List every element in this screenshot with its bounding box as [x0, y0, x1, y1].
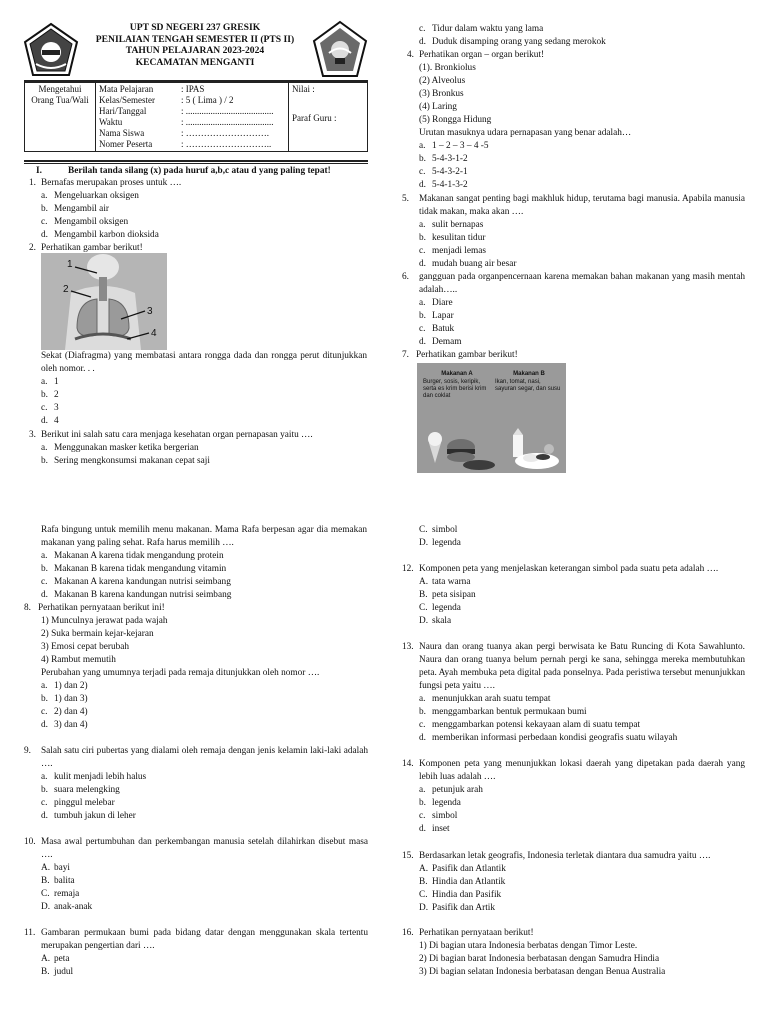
option-d[interactable]: d. 3) dan 4) [41, 720, 88, 730]
question-number: 8. [24, 603, 31, 613]
option-d[interactable]: d. memberikan informasi perbedaan kondisi geografis suatu wilayah [419, 733, 678, 743]
respiratory-system-diagram [41, 253, 167, 350]
option-d[interactable]: d. tumbuh jakun di leher [41, 811, 136, 821]
option-c[interactable]: c. menjadi lemas [419, 246, 486, 256]
question-text: Perhatikan pernyataan berikut! [419, 928, 534, 938]
question-13 [402, 641, 745, 745]
diagram-label-4: 4 [151, 328, 157, 339]
question-text: Berikut ini salah satu cara menjaga kesehatan organ pernapasan yaitu …. [41, 430, 313, 440]
option-a[interactable]: A. tata warna [419, 577, 471, 587]
question-11-continued [419, 524, 744, 550]
tut-wuri-logo [311, 20, 369, 78]
question-7-continued [41, 524, 367, 602]
question-text: Rafa bingung untuk memilih menu makanan. Mama Rafa berpesan agar dia memakan makanan yang paling sehat. Rafa harus memilih …. [41, 525, 367, 548]
question-number: 6. [402, 272, 409, 282]
option-b[interactable]: b. 1) dan 3) [41, 694, 88, 704]
statement-item: 2) Di bagian barat Indonesia berbatasan dengan Samudra Hindia [419, 954, 660, 964]
question-6 [402, 271, 745, 349]
question-text: Komponen peta yang menjelaskan keterangan simbol pada suatu peta adalah …. [419, 564, 719, 574]
grade-cell [289, 83, 368, 152]
question-3 [29, 429, 368, 468]
food-b-panel [495, 371, 563, 409]
question-number: 9. [24, 746, 31, 756]
question-number: 10. [24, 837, 36, 847]
question-4 [407, 49, 745, 192]
option-c[interactable]: c. 5-4-3-2-1 [419, 167, 468, 177]
section-instruction: Berilah tanda silang (x) pada huruf a,b,c atau d yang paling tepat! [68, 166, 331, 176]
option-a[interactable]: a. 1) dan 2) [41, 681, 88, 691]
time-label: Waktu [99, 117, 123, 127]
statement-item: 1) Di bagian utara Indonesia berbatas dengan Timor Leste. [419, 941, 638, 951]
option-d[interactable]: d. 4 [41, 416, 59, 426]
diagram-label-2: 2 [63, 284, 69, 295]
student-name-field[interactable]: : ………………………. [181, 128, 270, 138]
option-c[interactable]: c. Tidur dalam waktu yang lama [419, 24, 544, 34]
question-text: gangguan pada organpencernaan karena memakan bahan makanan yang masih mentah adalah….. [419, 272, 745, 295]
statement-item: 3) Emosi cepat berubah [41, 642, 130, 652]
option-b[interactable]: b. 5-4-3-1-2 [419, 154, 468, 164]
question-number: 5. [402, 194, 409, 204]
student-info-table [24, 82, 368, 152]
option-d[interactable]: D. anak-anak [41, 902, 93, 912]
question-text: Masa awal pertumbuhan dan perkembangan manusia setelah dilahirkan disebut masa …. [41, 837, 368, 860]
option-b[interactable]: b. Lapar [419, 311, 454, 321]
academic-year: TAHUN PELAJARAN 2023-2024 [125, 45, 265, 56]
district-name: KECAMATAN MENGANTI [135, 56, 255, 68]
date-field[interactable]: : ....................................... [181, 106, 274, 116]
option-b[interactable]: B. judul [41, 967, 74, 977]
organ-item: (4) Laring [419, 102, 457, 112]
option-c[interactable]: c. 2) dan 4) [41, 707, 88, 717]
question-2-body [41, 350, 367, 428]
question-number: 7. [402, 350, 409, 360]
info-values-cell [178, 83, 289, 152]
option-c[interactable]: c. simbol [419, 811, 458, 821]
section-rule-top [24, 160, 368, 162]
subject-label: Mata Pelajaran [99, 84, 154, 94]
option-a[interactable]: A. bayi [41, 863, 71, 873]
section-rule-bottom [24, 163, 368, 164]
diagram-label-1: 1 [67, 259, 73, 270]
option-c[interactable]: c. pinggul melebar [41, 798, 115, 808]
question-text: Perhatikan organ – organ berikut! [419, 50, 545, 60]
class-label: Kelas/Semester [99, 95, 155, 105]
question-number: 16. [402, 928, 414, 938]
food-a-title: Makanan A [441, 371, 473, 377]
question-number: 4. [407, 50, 414, 60]
question-7 [402, 349, 745, 362]
food-b-description: Ikan, tomat, nasi, sayuran segar, dan susu [495, 379, 561, 392]
option-b[interactable]: b. kesulitan tidur [419, 233, 486, 243]
organ-item: (2) Alveolus [419, 76, 466, 86]
option-d[interactable]: d. Demam [419, 337, 462, 347]
question-text: Salah satu ciri pubertas yang dialami oleh remaja dengan jenis kelamin laki-laki adalah …. [41, 746, 368, 769]
option-a[interactable]: a. kulit menjadi lebih halus [41, 772, 147, 782]
question-text: Berdasarkan letak geografis, Indonesia terletak diantara dua samudra yaitu …. [419, 851, 711, 861]
subject-value: : IPAS [181, 84, 205, 94]
question-text: Perhatikan pernyataan berikut ini! [38, 603, 165, 613]
option-d[interactable]: d. inset [419, 824, 450, 834]
option-b[interactable]: B. Hindia dan Atlantik [419, 877, 506, 887]
option-a[interactable]: A. peta [41, 954, 70, 964]
question-text: Sekat (Diafragma) yang membatasi antara rongga dada dan rongga perut ditunjukkan oleh nomor. . . [41, 351, 367, 374]
option-d[interactable]: D. Pasifik dan Artik [419, 903, 496, 913]
option-c[interactable]: c. Mengambil oksigen [41, 217, 129, 227]
option-c[interactable]: c. Makanan A karena kandungan nutrisi seimbang [41, 577, 231, 587]
option-c[interactable]: C. simbol [419, 525, 458, 535]
option-b[interactable]: b. menggambarkan bentuk permukaan bumi [419, 707, 587, 717]
student-name-label: Nama Siswa [99, 128, 145, 138]
pemkab-logo [22, 22, 80, 80]
statement-item: 4) Rambut memutih [41, 655, 116, 665]
grade-label: Nilai : [292, 84, 315, 94]
statement-item: 2) Suka bermain kejar-kejaran [41, 629, 154, 639]
option-a[interactable]: a. 1 – 2 – 3 – 4 -5 [419, 141, 489, 151]
option-b[interactable]: b. Makanan B karena tidak mengandung vitamin [41, 564, 227, 574]
question-text: Komponen peta yang menunjukkan lokasi daerah yang dipetakan pada daerah yang lebih luas adalah …. [419, 759, 745, 782]
option-a[interactable]: a. petunjuk arah [419, 785, 483, 795]
option-c[interactable]: c. Batuk [419, 324, 455, 334]
exam-header [85, 22, 305, 68]
question-text: Urutan masuknya udara pernapasan yang benar adalah… [419, 128, 632, 138]
question-number: 3. [29, 430, 36, 440]
option-d[interactable]: d. mudah buang air besar [419, 259, 517, 269]
option-a[interactable]: a. Diare [419, 298, 453, 308]
question-14 [402, 758, 745, 836]
question-number: 11. [24, 928, 36, 938]
teacher-signature-label: Paraf Guru : [292, 113, 337, 123]
question-text: Naura dan orang tuanya akan pergi berwisata ke Batu Runcing di Kota Sawahlunto. Naura dan orang tuanya belum pernah pergi ke sana, sehingga mereka membutuhkan peta. Ayah membuka peta digital pada ponselnya. Pada peristiwa tersebut menunjukkan fungsi peta yaitu …. [419, 642, 745, 691]
option-d[interactable]: d. Makanan B karena kandungan nutrisi seimbang [41, 590, 232, 600]
question-1 [29, 177, 368, 242]
mengetahui-label: Mengetahui [38, 84, 82, 94]
organ-item: (3) Bronkus [419, 89, 464, 99]
option-a[interactable]: a. Mengeluarkan oksigen [41, 191, 139, 201]
question-12 [402, 563, 745, 628]
question-3-continued [419, 23, 744, 49]
option-a[interactable]: a. sulit bernapas [419, 220, 484, 230]
participant-number-label: Nomer Peserta [99, 139, 153, 149]
statement-item: 1) Munculnya jerawat pada wajah [41, 616, 168, 626]
option-d[interactable]: d. 5-4-1-3-2 [419, 180, 468, 190]
food-illustration [417, 413, 566, 473]
question-5 [402, 193, 745, 271]
question-text: Perhatikan gambar berikut! [41, 243, 143, 253]
question-8 [24, 602, 368, 732]
food-b-title: Makanan B [513, 371, 545, 377]
diagram-label-3: 3 [147, 306, 153, 317]
option-a[interactable]: a. Menggunakan masker ketika bergerian [41, 443, 199, 453]
date-label: Hari/Tanggal [99, 106, 147, 116]
food-a-panel [423, 371, 491, 409]
info-labels-cell [96, 83, 179, 152]
option-d[interactable]: d. Duduk disamping orang yang sedang merokok [419, 37, 606, 47]
section-number: I. [36, 166, 42, 176]
question-text: Perhatikan gambar berikut! [416, 350, 518, 360]
option-b[interactable]: b. Sering mengkonsumsi makanan cepat saji [41, 456, 210, 466]
option-c[interactable]: c. menggambarkan potensi kekayaan alam di suatu tempat [419, 720, 641, 730]
option-b[interactable]: B. peta sisipan [419, 590, 476, 600]
question-11 [24, 927, 368, 979]
option-b[interactable]: B. balita [41, 876, 75, 886]
participant-number-field[interactable]: : ……………………….. [181, 139, 272, 149]
option-a[interactable]: a. menunjukkan arah suatu tempat [419, 694, 551, 704]
question-number: 12. [402, 564, 414, 574]
question-text: Gambaran permukaan bumi pada bidang datar dengan menggunakan skala tertentu merupakan pengertian dari …. [41, 928, 368, 951]
option-c[interactable]: C. Hindia dan Pasifik [419, 890, 502, 900]
exam-title: PENILAIAN TENGAH SEMESTER II (PTS II) [95, 33, 295, 45]
organ-item: (1). Bronkiolus [419, 63, 476, 73]
option-a[interactable]: A. Pasifik dan Atlantik [419, 864, 506, 874]
option-a[interactable]: a. 1 [41, 377, 59, 387]
option-a[interactable]: a. Makanan A karena tidak mengandung protein [41, 551, 224, 561]
option-b[interactable]: b. suara melengking [41, 785, 120, 795]
option-d[interactable]: D. legenda [419, 538, 461, 548]
question-number: 15. [402, 851, 414, 861]
question-number: 1. [29, 178, 36, 188]
time-field[interactable]: : ....................................... [181, 117, 274, 127]
class-value: : 5 ( Lima ) / 2 [181, 95, 234, 105]
question-text: Perubahan yang umumnya terjadi pada remaja ditunjukkan oleh nomor …. [41, 668, 320, 678]
option-c[interactable]: C. remaja [41, 889, 80, 899]
food-comparison-image [417, 363, 566, 473]
option-b[interactable]: b. 2 [41, 390, 59, 400]
organ-item: (5) Rongga Hidung [419, 115, 492, 125]
question-9 [24, 745, 368, 823]
question-number: 13. [402, 642, 414, 652]
question-text: Bernafas merupakan proses untuk …. [41, 178, 182, 188]
question-15 [402, 850, 745, 915]
question-16 [402, 927, 745, 979]
parent-label: Orang Tua/Wali [31, 95, 89, 105]
parent-signature-cell [25, 83, 96, 152]
option-d[interactable]: D. skala [419, 616, 452, 626]
school-name: UPT SD NEGERI 237 GRESIK [129, 22, 261, 33]
question-number: 14. [402, 759, 414, 769]
option-c[interactable]: c. 3 [41, 403, 59, 413]
question-number: 2. [29, 243, 36, 253]
question-10 [24, 836, 368, 914]
option-c[interactable]: C. legenda [419, 603, 461, 613]
statement-item: 3) Di bagian selatan Indonesia berbatasan dengan Benua Australia [419, 967, 666, 977]
question-text: Makanan sangat penting bagi makhluk hidup, terutama bagi manusia. Apabila manusia tidak makan, maka akan …. [419, 194, 745, 217]
food-a-description: Burger, sosis, keripik, serta es krim berisi krim dan coklat [423, 379, 487, 399]
option-b[interactable]: b. legenda [419, 798, 461, 808]
option-d[interactable]: d. Mengambil karbon dioksida [41, 230, 159, 240]
option-b[interactable]: b. Mengambil air [41, 204, 109, 214]
